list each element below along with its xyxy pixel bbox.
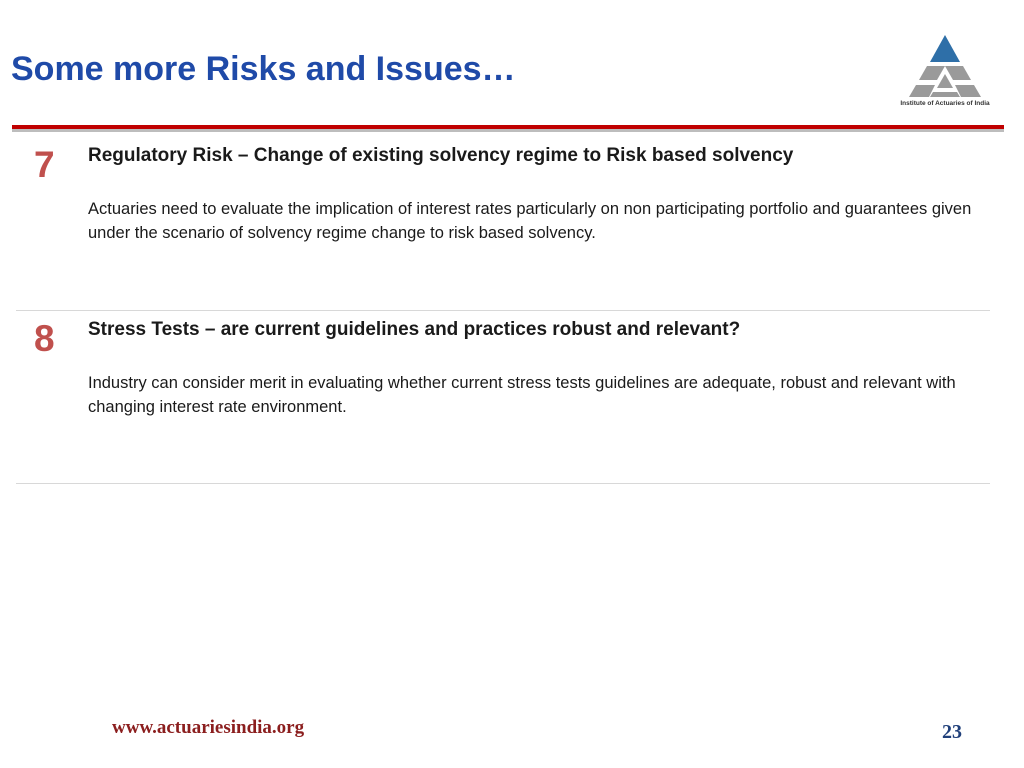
item-body: Actuaries need to evaluate the implication of interest rates particularly on non participating portfolio and guarantees given under the scenario of solvency regime change to risk based solvency.	[88, 200, 972, 242]
item-number: 8	[34, 318, 55, 359]
risk-item	[16, 136, 990, 311]
header-divider-shadow	[12, 129, 1004, 132]
item-number: 7	[34, 144, 55, 185]
institute-logo	[897, 34, 993, 114]
footer-website-link[interactable]: www.actuariesindia.org	[112, 717, 305, 738]
item-divider	[16, 483, 990, 484]
item-heading: Stress Tests – are current guidelines and practices robust and relevant?	[88, 319, 741, 340]
risk-item	[16, 310, 990, 485]
item-body: Industry can consider merit in evaluating whether current stress tests guidelines are adequate, robust and relevant with changing interest rate environment.	[88, 374, 956, 416]
logo-caption: Institute of Actuaries of India	[900, 100, 990, 107]
slide-title: Some more Risks and Issues…	[11, 50, 516, 88]
item-heading: Regulatory Risk – Change of existing solvency regime to Risk based solvency	[88, 145, 794, 166]
page-number: 23	[942, 721, 962, 743]
institute-logo-triangle-icon	[897, 34, 993, 100]
